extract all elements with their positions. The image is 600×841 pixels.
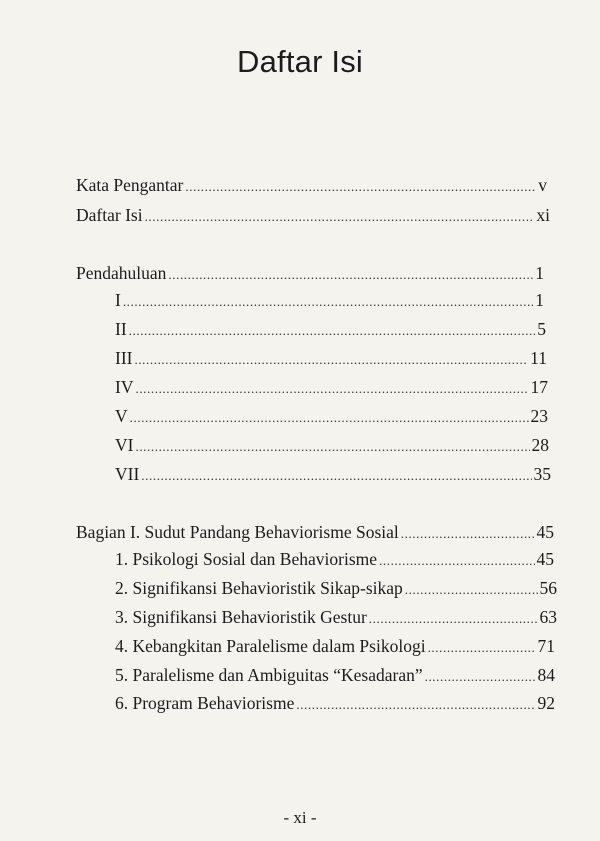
toc-entry-page: 56 <box>539 578 557 598</box>
toc-entry-label: 2. Signifikansi Behavioristik Sikap-sikap <box>115 578 403 598</box>
toc-entry-label: VI <box>115 435 134 455</box>
toc-entry-label: 6. Program Behaviorisme <box>115 693 295 713</box>
dot-leader <box>428 637 536 659</box>
toc-subentry-vi[interactable] <box>115 434 549 456</box>
toc-entry-page: 5 <box>537 319 546 339</box>
toc-entry-bagian-i[interactable] <box>76 521 554 543</box>
dot-leader <box>141 465 531 487</box>
toc-entry-page: 28 <box>531 435 549 455</box>
toc-subentry-3[interactable] <box>115 606 557 628</box>
toc-entry-page: 45 <box>536 549 554 569</box>
dot-leader <box>379 550 534 572</box>
toc-entry-kata-pengantar[interactable] <box>76 174 547 196</box>
toc-entry-label: Bagian I. Sudut Pandang Behaviorisme Sosial <box>76 522 399 542</box>
toc-subentry-iii[interactable] <box>115 347 547 369</box>
toc-subentry-5[interactable] <box>115 664 555 686</box>
toc-subentry-i[interactable] <box>115 289 544 311</box>
toc-entry-page: 45 <box>536 522 554 542</box>
toc-entry-label: 4. Kebangkitan Paralelisme dalam Psikologi <box>115 636 426 656</box>
dot-leader <box>405 579 538 601</box>
toc-subentry-1[interactable] <box>115 548 554 570</box>
toc-subentry-6[interactable] <box>115 692 555 714</box>
toc-entry-label: 1. Psikologi Sosial dan Behaviorisme <box>115 549 378 569</box>
toc-subentry-v[interactable] <box>115 405 548 427</box>
toc-subentry-ii[interactable] <box>115 318 546 340</box>
toc-entry-pendahuluan[interactable] <box>76 262 544 284</box>
page-number: - xi - <box>283 808 317 827</box>
toc-subentry-4[interactable] <box>115 635 555 657</box>
dot-leader <box>130 407 529 429</box>
toc-entry-page: 1 <box>535 263 544 283</box>
toc-entry-label: I <box>115 290 121 310</box>
toc-entry-page: 84 <box>537 665 555 685</box>
toc-subentry-vii[interactable] <box>115 463 551 485</box>
toc-entry-page: xi <box>536 205 550 225</box>
toc-entry-label: II <box>115 319 127 339</box>
toc-entry-label: IV <box>115 377 134 397</box>
toc-entry-page: 92 <box>537 693 555 713</box>
toc-entry-page: 63 <box>539 607 557 627</box>
toc-subentry-iv[interactable] <box>115 376 548 398</box>
dot-leader <box>401 523 535 545</box>
dot-leader <box>185 176 536 198</box>
dot-leader <box>369 608 538 630</box>
toc-entry-label: III <box>115 348 133 368</box>
dot-leader <box>134 349 528 371</box>
toc-entry-page: 35 <box>533 464 551 484</box>
page-title: Daftar Isi <box>236 44 364 79</box>
toc-entry-label: 3. Signifikansi Behavioristik Gestur <box>115 607 367 627</box>
toc-subentry-2[interactable] <box>115 577 557 599</box>
toc-entry-page: v <box>538 175 547 195</box>
toc-entry-page: 23 <box>530 406 548 426</box>
dot-leader <box>168 264 533 286</box>
dot-leader <box>123 291 533 313</box>
toc-entry-page: 71 <box>537 636 555 656</box>
toc-entry-label: V <box>115 406 128 426</box>
toc-entry-page: 1 <box>535 290 544 310</box>
dot-leader <box>145 206 535 228</box>
dot-leader <box>296 694 535 716</box>
toc-entry-page: 11 <box>530 348 547 368</box>
toc-entry-label: VII <box>115 464 140 484</box>
toc-entry-label: Daftar Isi <box>76 205 143 225</box>
toc-entry-page: 17 <box>530 377 548 397</box>
dot-leader <box>129 320 536 342</box>
toc-entry-daftar-isi[interactable] <box>76 204 550 226</box>
dot-leader <box>135 378 528 400</box>
dot-leader <box>425 666 536 688</box>
toc-entry-label: Kata Pengantar <box>76 175 184 195</box>
dot-leader <box>135 436 529 458</box>
toc-entry-label: Pendahuluan <box>76 263 167 283</box>
toc-entry-label: 5. Paralelisme dan Ambiguitas “Kesadaran” <box>115 665 423 685</box>
